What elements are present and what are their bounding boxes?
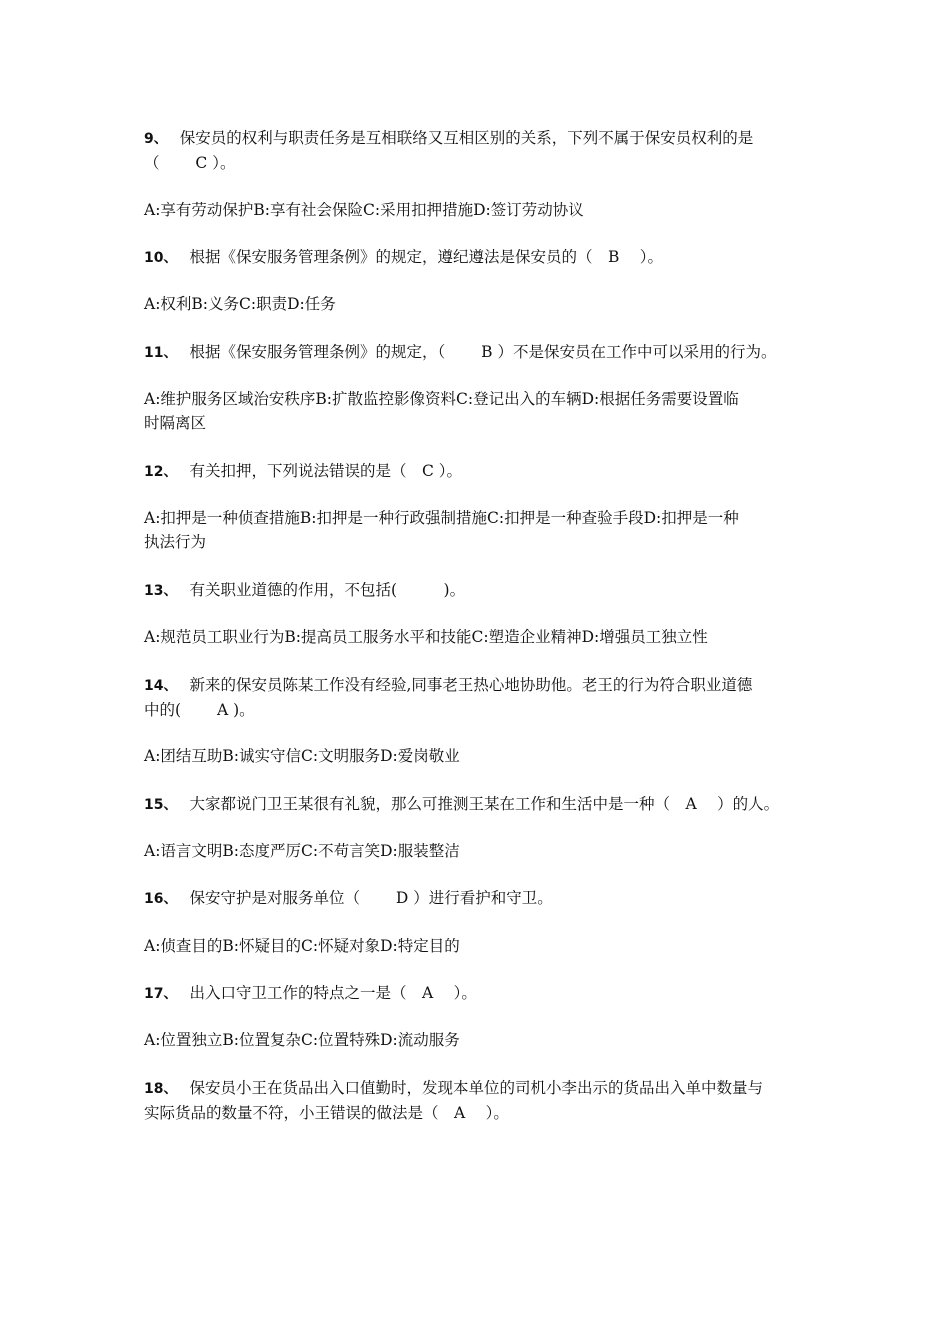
question-9 [144,126,834,175]
options-line-1: A:扣押是一种侦查措施B:扣押是一种行政强制措施C:扣押是一种查验手段D:扣押是一种 [144,509,739,527]
options-11 [144,387,834,435]
options-16: A:侦查目的B:怀疑目的C:怀疑对象D:特定目的 [144,937,460,955]
options-12 [144,506,834,554]
question-number: 12、 [144,464,178,480]
question-text: 保安员小王在货品出入口值勤时，发现本单位的司机小李出示的货品出入单中数量与 [189,1079,763,1097]
question-15 [144,792,844,817]
question-17 [144,981,834,1006]
question-number: 9、 [144,131,168,147]
question-text: 保安员的权利与职责任务是互相联络又互相区别的关系，下列不属于保安员权利的是 [179,129,754,147]
question-text: 出入口守卫工作的特点之一是（ A ）。 [189,984,477,1002]
question-text: 根据《保安服务管理条例》的规定，（ B ）不是保安员在工作中可以采用的行为。 [189,343,777,361]
question-12 [144,459,834,484]
question-text-cont: （ C ）。 [144,154,236,172]
question-10 [144,245,834,270]
options-9: A:享有劳动保护B:享有社会保险C:采用扣押措施D:签订劳动协议 [144,201,584,219]
question-number: 10、 [144,250,178,266]
question-text: 有关扣押，下列说法错误的是（ C ）。 [189,462,463,480]
options-13: A:规范员工职业行为B:提高员工服务水平和技能C:塑造企业精神D:增强员工独立性 [144,628,708,646]
question-text: 大家都说门卫王某很有礼貌，那么可推测王某在工作和生活中是一种（ A ）的人。 [189,795,780,813]
question-text: 根据《保安服务管理条例》的规定，遵纪遵法是保安员的（ B ）。 [189,248,664,266]
question-number: 18、 [144,1081,178,1097]
question-13 [144,578,834,603]
question-text-cont: 实际货品的数量不符，小王错误的做法是（ A ）。 [144,1104,509,1122]
options-line-2: 执法行为 [144,533,207,551]
options-17: A:位置独立B:位置复杂C:位置特殊D:流动服务 [144,1031,460,1049]
question-number: 15、 [144,797,178,813]
question-text: 保安守护是对服务单位（ D ）进行看护和守卫。 [189,889,553,907]
question-number: 16、 [144,891,178,907]
options-line-1: A:维护服务区域治安秩序B:扩散监控影像资料C:登记出入的车辆D:根据任务需要设置临 [144,390,739,408]
question-number: 14、 [144,678,178,694]
question-number: 13、 [144,583,178,599]
question-14 [144,673,834,722]
options-15: A:语言文明B:态度严厉C:不苟言笑D:服装整洁 [144,842,460,860]
question-16 [144,886,834,911]
options-14: A:团结互助B:诚实守信C:文明服务D:爱岗敬业 [144,747,460,765]
question-11 [144,340,844,365]
options-10: A:权利B:义务C:职责D:任务 [144,295,336,313]
question-text: 有关职业道德的作用，不包括( )。 [189,581,466,599]
question-text: 新来的保安员陈某工作没有经验,同事老王热心地协助他。老王的行为符合职业道德 [189,676,753,694]
question-number: 17、 [144,986,178,1002]
options-line-2: 时隔离区 [144,414,207,432]
question-18 [144,1076,834,1125]
question-text-cont: 中的( A )。 [144,701,255,719]
question-number: 11、 [144,345,178,361]
